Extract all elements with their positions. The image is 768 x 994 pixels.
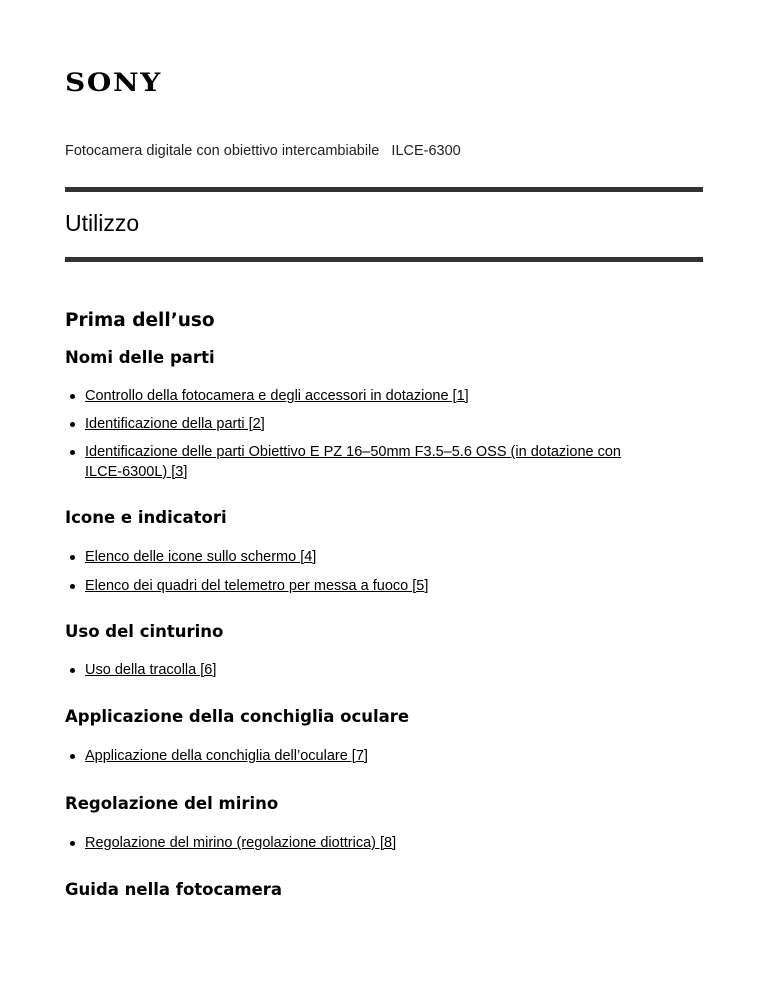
group-title-nomi-parti: Nomi delle parti xyxy=(65,348,215,367)
content xyxy=(65,309,705,901)
link-list xyxy=(65,746,705,766)
link-list xyxy=(65,833,705,853)
group-title-guida: Guida nella fotocamera xyxy=(65,880,283,899)
link-elenco-quadri[interactable]: Elenco dei quadri del telemetro per messa a fuoco [5] xyxy=(85,578,429,594)
link-regolazione-mirino[interactable]: Regolazione del mirino (regolazione diottrica) [8] xyxy=(85,835,397,851)
list-item xyxy=(65,442,705,482)
link-list xyxy=(65,547,705,596)
list-item xyxy=(65,414,705,434)
link-list xyxy=(65,660,705,680)
link-uso-tracolla[interactable]: Uso della tracolla [6] xyxy=(85,662,217,678)
page-title: Utilizzo xyxy=(65,210,140,236)
link-controllo-fotocamera[interactable]: Controllo della fotocamera e degli accessori in dotazione [1] xyxy=(85,388,469,404)
document-subtitle: Fotocamera digitale con obiettivo intercambiabile ILCE-6300 xyxy=(65,143,461,159)
link-identificazione-obiettivo[interactable]: Identificazione delle parti Obiettivo E PZ 16–50mm F3.5–5.6 OSS (in dotazione con xyxy=(85,444,621,460)
link-elenco-icone[interactable]: Elenco delle icone sullo schermo [4] xyxy=(85,549,317,565)
section-title: Prima dell’uso xyxy=(65,310,215,331)
link-conchiglia-oculare[interactable]: Applicazione della conchiglia dell’oculare [7] xyxy=(85,748,368,764)
list-item xyxy=(65,833,705,853)
sony-logo: SONY xyxy=(65,68,162,97)
group-title-conchiglia: Applicazione della conchiglia oculare xyxy=(65,707,410,726)
link-identificazione-parti[interactable]: Identificazione della parti [2] xyxy=(85,416,265,432)
list-item xyxy=(65,576,705,596)
list-item xyxy=(65,660,705,680)
link-list xyxy=(65,386,705,482)
group-title-cinturino: Uso del cinturino xyxy=(65,622,224,641)
bottom-divider xyxy=(65,257,703,262)
top-divider xyxy=(65,187,703,192)
group-title-icone-indicatori: Icone e indicatori xyxy=(65,508,227,527)
list-item xyxy=(65,746,705,766)
link-identificazione-obiettivo-cont[interactable]: ILCE-6300L) [3] xyxy=(85,464,188,480)
list-item xyxy=(65,386,705,406)
group-title-mirino: Regolazione del mirino xyxy=(65,794,279,813)
list-item xyxy=(65,547,705,567)
